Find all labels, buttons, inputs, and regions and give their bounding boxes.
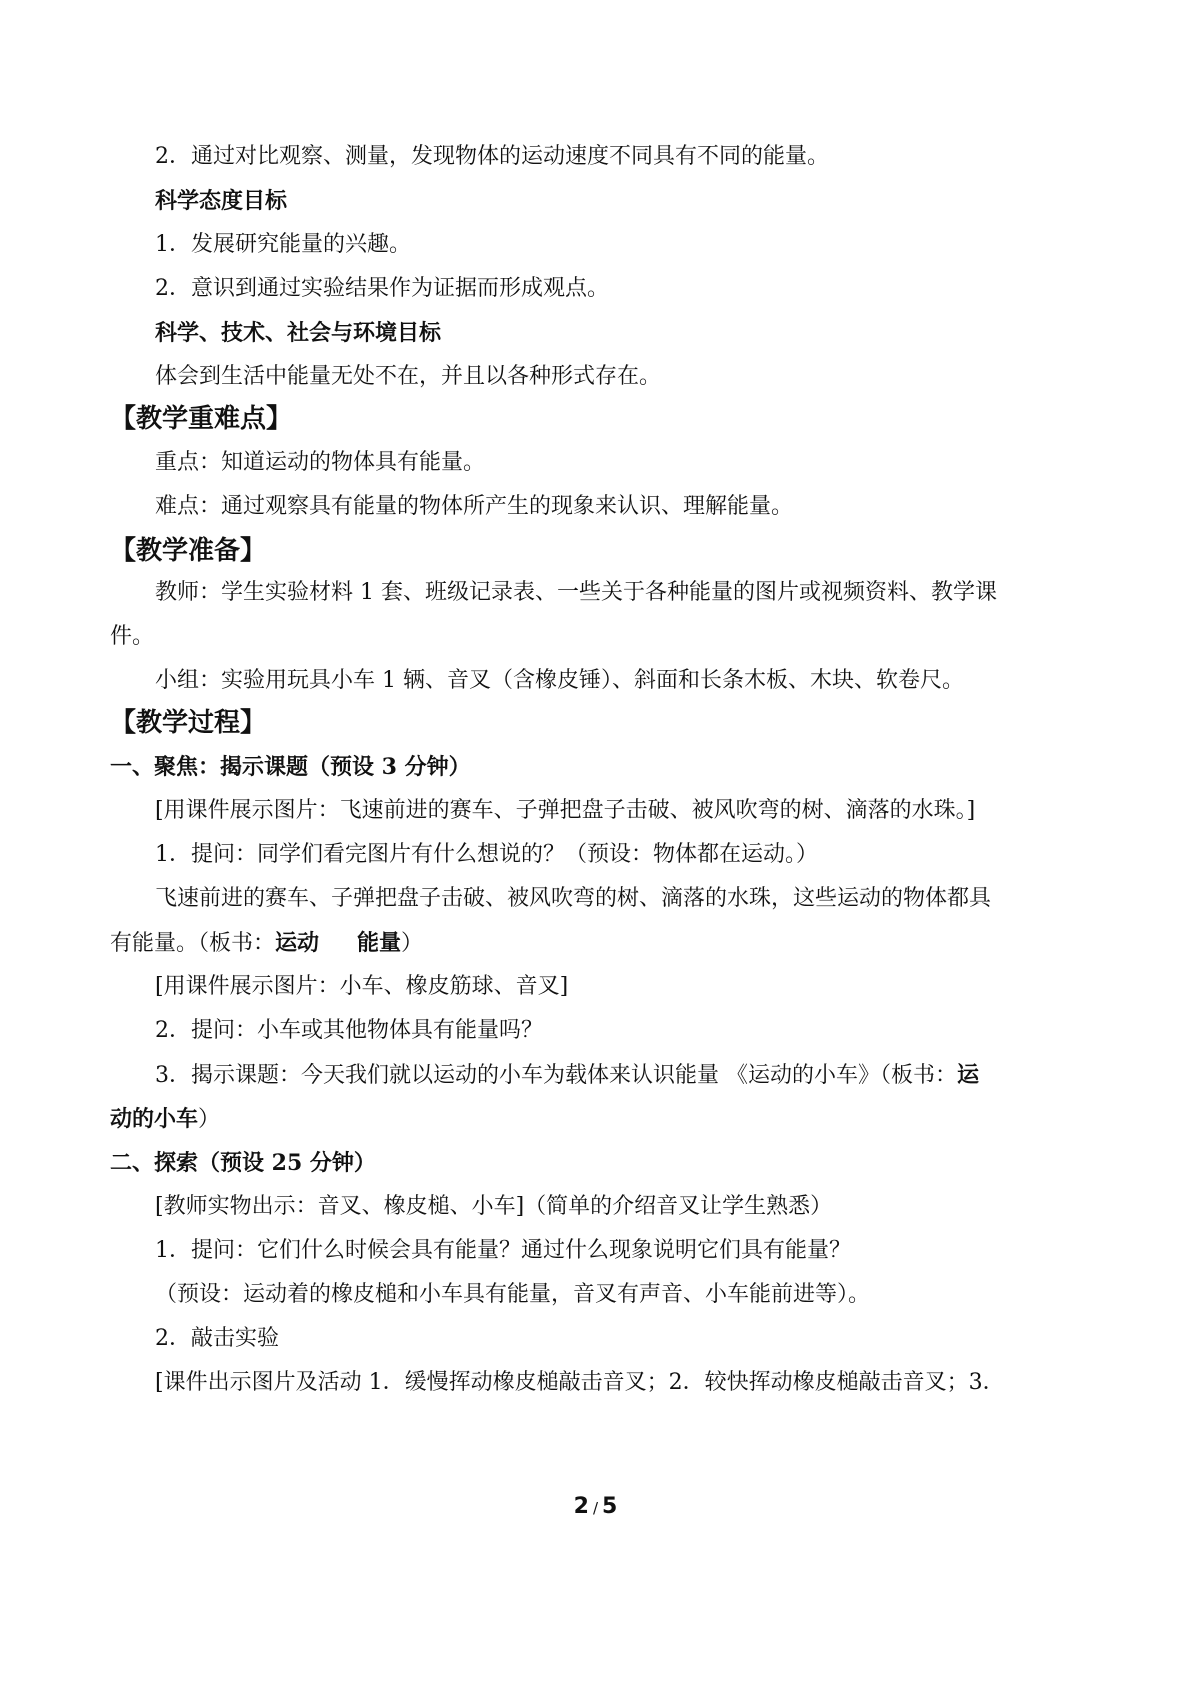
section-teaching-difficulty: 【教学重难点】 <box>110 404 293 434</box>
process-line-6b <box>110 1104 220 1135</box>
explore-line-5: [课件出示图片及活动 1．缓慢挥动橡皮槌敲击音叉；2．较快挥动橡皮槌敲击音叉；3． <box>155 1370 1005 1395</box>
teacher-prep-line-b: 件。 <box>110 624 155 649</box>
difficult-point-line: 难点：通过观察具有能量的物体所产生的现象来认识、理解能量。 <box>155 494 794 519</box>
attitude-line-1: 1．发展研究能量的兴趣。 <box>155 232 411 257</box>
heading-sts-goals: 科学、技术、社会与环境目标 <box>155 320 442 346</box>
process-line-3b <box>110 928 423 959</box>
board-word-energy: 能量 <box>357 930 402 956</box>
process-line-5: 2．提问：小车或其他物体具有能量吗？ <box>155 1018 543 1043</box>
board-text-bold: 运 <box>957 1062 980 1088</box>
explore-line-1: [教师实物出示：音叉、橡皮槌、小车]（简单的介绍音叉让学生熟悉） <box>155 1194 833 1219</box>
key-point-line: 重点：知道运动的物体具有能量。 <box>155 450 486 475</box>
board-word-motion: 运动 <box>275 930 320 956</box>
section-teaching-preparation: 【教学准备】 <box>110 536 267 566</box>
heading-attitude-goals: 科学态度目标 <box>155 188 288 214</box>
explore-line-3: （预设：运动着的橡皮槌和小车具有能量，音叉有声音、小车能前进等）。 <box>155 1282 871 1307</box>
explore-line-4: 2．敲击实验 <box>155 1326 279 1351</box>
attitude-line-2: 2．意识到通过实验结果作为证据而形成观点。 <box>155 276 609 301</box>
text-segment: 有能量。（板书： <box>110 931 276 956</box>
goal-line-2: 2．通过对比观察、测量，发现物体的运动速度不同具有不同的能量。 <box>155 144 829 169</box>
teacher-prep-line-a: 教师：学生实验材料 1 套、班级记录表、一些关于各种能量的图片或视频资料、教学课 <box>155 580 997 605</box>
page-number <box>0 1494 1191 1519</box>
process-line-2: 1．提问：同学们看完图片有什么想说的？（预设：物体都在运动。） <box>155 842 818 867</box>
page-total: 5 <box>602 1494 618 1519</box>
board-text-bold: 动的小车 <box>110 1106 199 1132</box>
text-segment: ） <box>401 931 424 956</box>
process-line-4: [用课件展示图片：小车、橡皮筋球、音叉] <box>155 974 569 999</box>
sts-line: 体会到生活中能量无处不在，并且以各种形式存在。 <box>155 364 662 389</box>
page-separator: / <box>592 1499 599 1517</box>
process-line-6a <box>155 1060 979 1091</box>
page-current: 2 <box>573 1494 589 1519</box>
process-line-3a: 飞速前进的赛车、子弹把盘子击破、被风吹弯的树、滴落的水珠，这些运动的物体都具 <box>155 886 992 911</box>
part-two-heading: 二、探索（预设 25 分钟） <box>110 1150 376 1176</box>
part-one-heading: 一、聚焦：揭示课题（预设 3 分钟） <box>110 754 471 780</box>
text-segment: 3．揭示课题：今天我们就以运动的小车为载体来认识能量 《运动的小车》（板书： <box>155 1063 957 1088</box>
text-segment: ） <box>198 1107 221 1132</box>
process-line-1: [用课件展示图片：飞速前进的赛车、子弹把盘子击破、被风吹弯的树、滴落的水珠。] <box>155 798 976 823</box>
explore-line-2: 1．提问：它们什么时候会具有能量？通过什么现象说明它们具有能量？ <box>155 1238 851 1263</box>
group-prep-line: 小组：实验用玩具小车 1 辆、音叉（含橡皮锤）、斜面和长条木板、木块、软卷尺。 <box>155 668 964 693</box>
section-teaching-process: 【教学过程】 <box>110 708 267 738</box>
